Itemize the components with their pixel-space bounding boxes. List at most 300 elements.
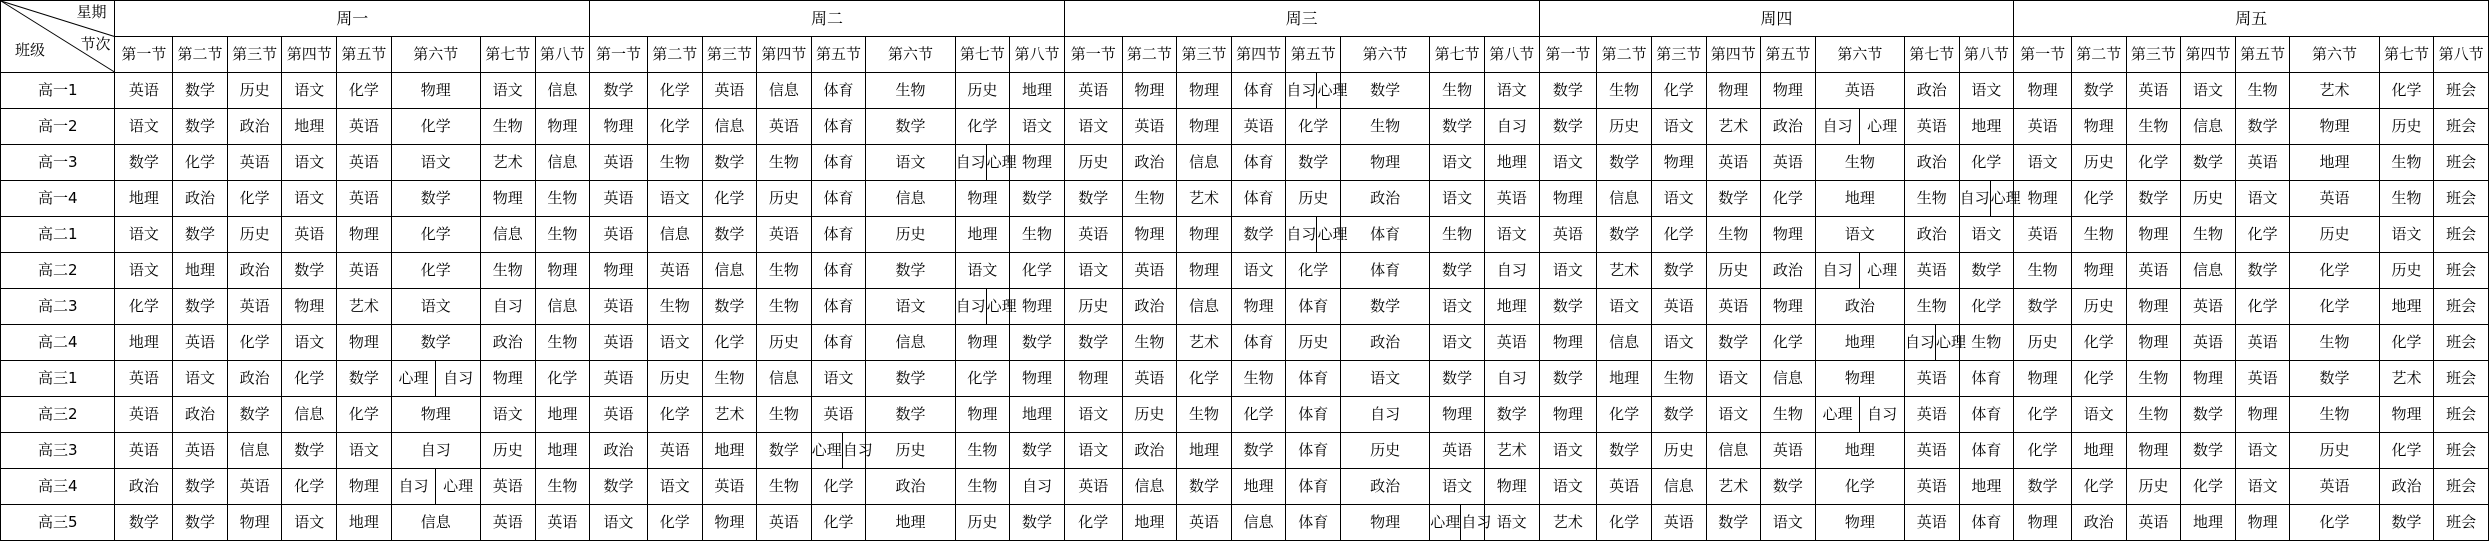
subject-cell: 地理 xyxy=(702,433,757,469)
subject-cell: 语文 xyxy=(1430,325,1485,361)
split-subject-part: 自习 xyxy=(1286,81,1317,99)
class-row xyxy=(1,505,2489,541)
subject-cell: 语文 xyxy=(647,181,702,217)
split-subject xyxy=(1904,325,1967,360)
subject-cell: 英语 xyxy=(2181,289,2236,325)
subject-cell: 化学 xyxy=(2379,433,2434,469)
subject-cell: 化学 xyxy=(337,397,392,433)
subject-cell: 语文 xyxy=(1010,109,1065,145)
subject-cell: 地理 xyxy=(1484,145,1539,181)
subject-cell: 体育 xyxy=(811,217,866,253)
subject-cell: 生物 xyxy=(1430,217,1485,253)
subject-cell: 历史 xyxy=(1064,145,1122,181)
subject-cell: 艺术 xyxy=(2290,73,2379,109)
subject-cell: 物理 xyxy=(1706,73,1761,109)
subject-cell: 体育 xyxy=(1286,361,1341,397)
subject-cell: 数学 xyxy=(1177,469,1232,505)
class-row xyxy=(1,397,2489,433)
subject-cell: 物理 xyxy=(1761,217,1816,253)
subject-cell: 生物 xyxy=(2290,397,2379,433)
subject-cell: 信息 xyxy=(647,217,702,253)
subject-cell: 英语 xyxy=(590,361,648,397)
subject-cell: 数学 xyxy=(866,361,955,397)
subject-cell: 语文 xyxy=(1064,253,1122,289)
subject-cell: 艺术 xyxy=(702,397,757,433)
subject-cell: 体育 xyxy=(811,145,866,181)
subject-cell xyxy=(955,289,1017,325)
subject-cell: 历史 xyxy=(955,505,1010,541)
subject-cell: 英语 xyxy=(590,181,648,217)
subject-cell: 英语 xyxy=(1904,433,1959,469)
subject-cell: 化学 xyxy=(2014,397,2072,433)
subject-cell: 生物 xyxy=(480,109,535,145)
subject-cell: 物理 xyxy=(1177,253,1232,289)
period-header: 第四节 xyxy=(2181,37,2236,73)
subject-cell: 政治 xyxy=(227,361,282,397)
period-header: 第一节 xyxy=(1539,37,1597,73)
subject-cell: 生物 xyxy=(535,217,590,253)
subject-cell: 数学 xyxy=(1341,289,1430,325)
subject-cell: 物理 xyxy=(480,361,535,397)
subject-cell: 语文 xyxy=(2181,73,2236,109)
subject-cell: 化学 xyxy=(2071,325,2126,361)
subject-cell: 信息 xyxy=(535,289,590,325)
subject-cell: 英语 xyxy=(1904,469,1959,505)
subject-cell: 艺术 xyxy=(2379,361,2434,397)
subject-cell: 物理 xyxy=(1761,289,1816,325)
subject-cell: 生物 xyxy=(1341,109,1430,145)
subject-cell: 英语 xyxy=(535,505,590,541)
class-row xyxy=(1,289,2489,325)
class-name: 高三3 xyxy=(1,433,115,469)
subject-cell: 体育 xyxy=(1231,181,1286,217)
subject-cell: 化学 xyxy=(647,505,702,541)
subject-cell: 信息 xyxy=(535,73,590,109)
subject-cell: 地理 xyxy=(173,253,228,289)
split-subject-part: 心理 xyxy=(986,145,1017,180)
subject-cell: 艺术 xyxy=(1177,181,1232,217)
subject-cell: 英语 xyxy=(2014,109,2072,145)
subject-cell: 英语 xyxy=(1064,469,1122,505)
subject-cell: 体育 xyxy=(1286,397,1341,433)
subject-cell: 语文 xyxy=(1959,73,2014,109)
subject-cell: 英语 xyxy=(1904,253,1959,289)
subject-cell: 数学 xyxy=(1597,145,1652,181)
split-subject-part: 心理 xyxy=(986,289,1017,324)
subject-cell: 班会 xyxy=(2434,505,2489,541)
subject-cell: 英语 xyxy=(480,505,535,541)
subject-cell: 数学 xyxy=(702,289,757,325)
period-header: 第五节 xyxy=(2235,37,2290,73)
split-subject-part: 心理 xyxy=(1316,217,1347,252)
subject-cell: 艺术 xyxy=(1484,433,1539,469)
subject-cell: 政治 xyxy=(1904,73,1959,109)
subject-cell: 地理 xyxy=(2379,289,2434,325)
subject-cell: 地理 xyxy=(1231,469,1286,505)
subject-cell xyxy=(391,361,480,397)
subject-cell: 生物 xyxy=(1959,325,2014,361)
subject-cell: 数学 xyxy=(590,73,648,109)
subject-cell: 数学 xyxy=(1706,181,1761,217)
subject-cell: 生物 xyxy=(1761,397,1816,433)
subject-cell: 历史 xyxy=(2181,181,2236,217)
subject-cell: 物理 xyxy=(337,325,392,361)
corner-period-label: 节次 xyxy=(80,35,111,53)
subject-cell: 英语 xyxy=(1231,109,1286,145)
subject-cell: 信息 xyxy=(757,73,812,109)
subject-cell: 数学 xyxy=(757,433,812,469)
subject-cell: 英语 xyxy=(2235,325,2290,361)
split-subject xyxy=(1430,505,1492,540)
subject-cell: 化学 xyxy=(227,181,282,217)
subject-cell: 化学 xyxy=(1651,73,1706,109)
subject-cell: 体育 xyxy=(811,253,866,289)
class-name: 高三1 xyxy=(1,361,115,397)
subject-cell: 数学 xyxy=(391,325,480,361)
subject-cell: 信息 xyxy=(757,361,812,397)
subject-cell: 政治 xyxy=(1341,325,1430,361)
subject-cell: 化学 xyxy=(1651,217,1706,253)
subject-cell: 历史 xyxy=(2379,253,2434,289)
split-subject xyxy=(1286,217,1348,252)
subject-cell: 历史 xyxy=(2014,325,2072,361)
subject-cell: 数学 xyxy=(1010,181,1065,217)
subject-cell: 历史 xyxy=(866,433,955,469)
subject-cell: 英语 xyxy=(757,109,812,145)
subject-cell: 化学 xyxy=(2014,433,2072,469)
corner-cell xyxy=(1,1,115,73)
subject-cell: 英语 xyxy=(590,397,648,433)
class-row xyxy=(1,73,2489,109)
subject-cell: 语文 xyxy=(811,361,866,397)
subject-cell: 数学 xyxy=(2235,253,2290,289)
subject-cell: 语文 xyxy=(1484,217,1539,253)
period-header: 第三节 xyxy=(1651,37,1706,73)
subject-cell: 英语 xyxy=(1539,217,1597,253)
subject-cell: 英语 xyxy=(702,73,757,109)
subject-cell: 艺术 xyxy=(480,145,535,181)
subject-cell: 语文 xyxy=(282,181,337,217)
split-subject-part: 自习 xyxy=(398,477,429,495)
subject-cell: 英语 xyxy=(1706,145,1761,181)
subject-cell: 地理 xyxy=(282,109,337,145)
subject-cell: 物理 xyxy=(1484,469,1539,505)
subject-cell: 语文 xyxy=(2014,145,2072,181)
subject-cell xyxy=(1815,253,1904,289)
subject-cell: 语文 xyxy=(1430,469,1485,505)
subject-cell: 历史 xyxy=(866,217,955,253)
subject-cell: 班会 xyxy=(2434,73,2489,109)
subject-cell: 物理 xyxy=(2379,397,2434,433)
subject-cell: 生物 xyxy=(2181,217,2236,253)
subject-cell: 历史 xyxy=(1651,433,1706,469)
subject-cell: 班会 xyxy=(2434,217,2489,253)
period-header-row xyxy=(1,37,2489,73)
subject-cell: 物理 xyxy=(1539,325,1597,361)
subject-cell: 体育 xyxy=(1231,325,1286,361)
subject-cell: 历史 xyxy=(227,73,282,109)
subject-cell xyxy=(1959,181,2021,217)
subject-cell: 物理 xyxy=(2126,289,2181,325)
subject-cell: 地理 xyxy=(1815,433,1904,469)
subject-cell: 语文 xyxy=(282,505,337,541)
subject-cell: 语文 xyxy=(1064,433,1122,469)
subject-cell: 化学 xyxy=(2235,217,2290,253)
subject-cell: 生物 xyxy=(757,145,812,181)
subject-cell: 班会 xyxy=(2434,145,2489,181)
split-subject-part: 心理 xyxy=(1935,325,1966,360)
subject-cell: 语文 xyxy=(480,397,535,433)
split-subject-part: 心理 xyxy=(811,441,842,459)
period-header: 第一节 xyxy=(590,37,648,73)
subject-cell: 历史 xyxy=(2071,145,2126,181)
subject-cell: 化学 xyxy=(115,289,173,325)
subject-cell: 物理 xyxy=(702,505,757,541)
subject-cell: 英语 xyxy=(1597,469,1652,505)
subject-cell: 政治 xyxy=(1341,469,1430,505)
subject-cell: 数学 xyxy=(173,505,228,541)
subject-cell: 生物 xyxy=(2126,109,2181,145)
subject-cell: 物理 xyxy=(2235,505,2290,541)
subject-cell: 地理 xyxy=(866,505,955,541)
subject-cell: 数学 xyxy=(2014,469,2072,505)
subject-cell: 自习 xyxy=(1484,361,1539,397)
class-row xyxy=(1,325,2489,361)
subject-cell: 语文 xyxy=(480,73,535,109)
subject-cell: 数学 xyxy=(1597,217,1652,253)
subject-cell: 英语 xyxy=(115,361,173,397)
subject-cell: 化学 xyxy=(1761,325,1816,361)
subject-cell: 生物 xyxy=(2126,397,2181,433)
day-header: 周三 xyxy=(1064,1,1539,37)
subject-cell: 语文 xyxy=(1484,73,1539,109)
subject-cell: 物理 xyxy=(2235,397,2290,433)
subject-cell: 生物 xyxy=(1122,181,1177,217)
subject-cell: 英语 xyxy=(1484,181,1539,217)
subject-cell: 化学 xyxy=(1597,397,1652,433)
subject-cell: 数学 xyxy=(1010,433,1065,469)
subject-cell: 英语 xyxy=(282,217,337,253)
subject-cell: 生物 xyxy=(1904,181,1959,217)
subject-cell: 数学 xyxy=(866,109,955,145)
period-header: 第二节 xyxy=(1122,37,1177,73)
subject-cell: 语文 xyxy=(2235,433,2290,469)
subject-cell: 物理 xyxy=(1010,361,1065,397)
split-subject xyxy=(1959,181,2021,216)
subject-cell: 生物 xyxy=(2379,145,2434,181)
split-subject-part: 心理 xyxy=(1822,405,1853,423)
period-header: 第二节 xyxy=(2071,37,2126,73)
subject-cell: 数学 xyxy=(1539,361,1597,397)
subject-cell: 物理 xyxy=(227,505,282,541)
subject-cell: 语文 xyxy=(1341,361,1430,397)
subject-cell: 信息 xyxy=(1761,361,1816,397)
period-header: 第四节 xyxy=(1706,37,1761,73)
subject-cell: 数学 xyxy=(866,397,955,433)
subject-cell xyxy=(1904,325,1967,361)
subject-cell: 生物 xyxy=(1597,73,1652,109)
subject-cell: 班会 xyxy=(2434,397,2489,433)
split-subject-part: 自习 xyxy=(1822,261,1853,279)
period-header: 第八节 xyxy=(1959,37,2014,73)
subject-cell: 数学 xyxy=(282,253,337,289)
subject-cell: 政治 xyxy=(1904,217,1959,253)
class-name: 高一3 xyxy=(1,145,115,181)
subject-cell: 物理 xyxy=(590,253,648,289)
split-subject-part: 心理 xyxy=(1430,513,1461,531)
subject-cell: 化学 xyxy=(2290,289,2379,325)
subject-cell: 数学 xyxy=(115,145,173,181)
subject-cell: 数学 xyxy=(1539,109,1597,145)
subject-cell: 自习 xyxy=(1341,397,1430,433)
subject-cell: 体育 xyxy=(1286,469,1341,505)
subject-cell: 自习 xyxy=(1010,469,1065,505)
subject-cell: 地理 xyxy=(1122,505,1177,541)
period-header: 第一节 xyxy=(2014,37,2072,73)
subject-cell: 英语 xyxy=(590,289,648,325)
subject-cell: 数学 xyxy=(2071,73,2126,109)
subject-cell: 化学 xyxy=(702,325,757,361)
period-header: 第五节 xyxy=(1286,37,1341,73)
subject-cell: 英语 xyxy=(590,145,648,181)
split-subject-part: 心理 xyxy=(1859,253,1904,288)
subject-cell: 化学 xyxy=(1231,397,1286,433)
subject-cell: 政治 xyxy=(1122,145,1177,181)
subject-cell: 班会 xyxy=(2434,325,2489,361)
subject-cell: 历史 xyxy=(757,325,812,361)
class-row xyxy=(1,217,2489,253)
subject-cell: 政治 xyxy=(173,181,228,217)
subject-cell: 物理 xyxy=(535,109,590,145)
subject-cell: 生物 xyxy=(2014,253,2072,289)
subject-cell: 数学 xyxy=(1064,325,1122,361)
subject-cell: 物理 xyxy=(1539,397,1597,433)
subject-cell: 英语 xyxy=(2014,217,2072,253)
subject-cell xyxy=(391,469,480,505)
subject-cell: 历史 xyxy=(2290,217,2379,253)
subject-cell: 英语 xyxy=(337,253,392,289)
class-row xyxy=(1,253,2489,289)
subject-cell: 化学 xyxy=(2290,505,2379,541)
subject-cell: 数学 xyxy=(2290,361,2379,397)
subject-cell: 语文 xyxy=(955,253,1010,289)
period-header: 第五节 xyxy=(1761,37,1816,73)
subject-cell xyxy=(955,145,1017,181)
subject-cell: 数学 xyxy=(1706,505,1761,541)
subject-cell: 信息 xyxy=(1177,145,1232,181)
corner-class-label: 班级 xyxy=(15,41,46,59)
subject-cell: 语文 xyxy=(1761,505,1816,541)
subject-cell: 物理 xyxy=(1177,73,1232,109)
subject-cell: 艺术 xyxy=(1539,505,1597,541)
subject-cell: 语文 xyxy=(1484,505,1539,541)
subject-cell: 数学 xyxy=(1539,73,1597,109)
subject-cell: 数学 xyxy=(1231,433,1286,469)
subject-cell: 英语 xyxy=(2126,253,2181,289)
period-header: 第四节 xyxy=(757,37,812,73)
subject-cell: 体育 xyxy=(1286,433,1341,469)
subject-cell: 信息 xyxy=(1231,505,1286,541)
subject-cell: 物理 xyxy=(955,397,1010,433)
subject-cell: 数学 xyxy=(173,469,228,505)
subject-cell: 历史 xyxy=(1286,181,1341,217)
subject-cell: 语文 xyxy=(590,505,648,541)
subject-cell: 语文 xyxy=(115,217,173,253)
subject-cell: 生物 xyxy=(2235,73,2290,109)
subject-cell: 信息 xyxy=(391,505,480,541)
subject-cell: 英语 xyxy=(227,289,282,325)
subject-cell: 物理 xyxy=(1122,73,1177,109)
subject-cell: 班会 xyxy=(2434,253,2489,289)
subject-cell: 班会 xyxy=(2434,433,2489,469)
subject-cell: 地理 xyxy=(1010,397,1065,433)
subject-cell: 物理 xyxy=(480,181,535,217)
day-header: 周一 xyxy=(115,1,590,37)
subject-cell: 化学 xyxy=(811,505,866,541)
period-header: 第七节 xyxy=(480,37,535,73)
subject-cell: 英语 xyxy=(173,325,228,361)
subject-cell: 英语 xyxy=(337,109,392,145)
split-subject-part: 自习 xyxy=(1959,189,1990,207)
subject-cell: 数学 xyxy=(1761,469,1816,505)
subject-cell: 英语 xyxy=(1122,109,1177,145)
subject-cell: 物理 xyxy=(2290,109,2379,145)
subject-cell: 政治 xyxy=(1761,109,1816,145)
subject-cell: 地理 xyxy=(1815,325,1904,361)
subject-cell: 英语 xyxy=(1904,505,1959,541)
subject-cell: 数学 xyxy=(337,361,392,397)
subject-cell: 信息 xyxy=(866,325,955,361)
subject-cell: 生物 xyxy=(757,289,812,325)
subject-cell: 化学 xyxy=(391,217,480,253)
subject-cell: 英语 xyxy=(480,469,535,505)
subject-cell: 物理 xyxy=(2071,253,2126,289)
subject-cell: 物理 xyxy=(2014,73,2072,109)
subject-cell: 物理 xyxy=(2126,325,2181,361)
subject-cell: 数学 xyxy=(2235,109,2290,145)
subject-cell: 地理 xyxy=(535,433,590,469)
subject-cell: 语文 xyxy=(1539,469,1597,505)
subject-cell: 英语 xyxy=(590,217,648,253)
subject-cell: 英语 xyxy=(1064,217,1122,253)
subject-cell: 数学 xyxy=(173,217,228,253)
subject-cell: 体育 xyxy=(1959,433,2014,469)
subject-cell: 语文 xyxy=(115,109,173,145)
subject-cell: 政治 xyxy=(1761,253,1816,289)
period-header: 第六节 xyxy=(866,37,955,73)
period-header: 第一节 xyxy=(1064,37,1122,73)
subject-cell: 物理 xyxy=(2014,181,2072,217)
subject-cell: 化学 xyxy=(391,253,480,289)
period-header: 第二节 xyxy=(173,37,228,73)
subject-cell: 政治 xyxy=(1904,145,1959,181)
subject-cell: 信息 xyxy=(1597,325,1652,361)
subject-cell: 生物 xyxy=(647,289,702,325)
subject-cell: 自习 xyxy=(480,289,535,325)
subject-cell: 艺术 xyxy=(1597,253,1652,289)
subject-cell: 化学 xyxy=(391,109,480,145)
subject-cell xyxy=(1815,109,1904,145)
day-header: 周五 xyxy=(2014,1,2489,37)
subject-cell: 物理 xyxy=(2071,109,2126,145)
subject-cell: 英语 xyxy=(2181,325,2236,361)
subject-cell xyxy=(1430,505,1492,541)
subject-cell: 艺术 xyxy=(337,289,392,325)
subject-cell: 物理 xyxy=(2181,361,2236,397)
split-subject-part: 自习 xyxy=(842,433,873,468)
subject-cell: 英语 xyxy=(173,433,228,469)
split-subject-part: 心理 xyxy=(398,369,429,387)
